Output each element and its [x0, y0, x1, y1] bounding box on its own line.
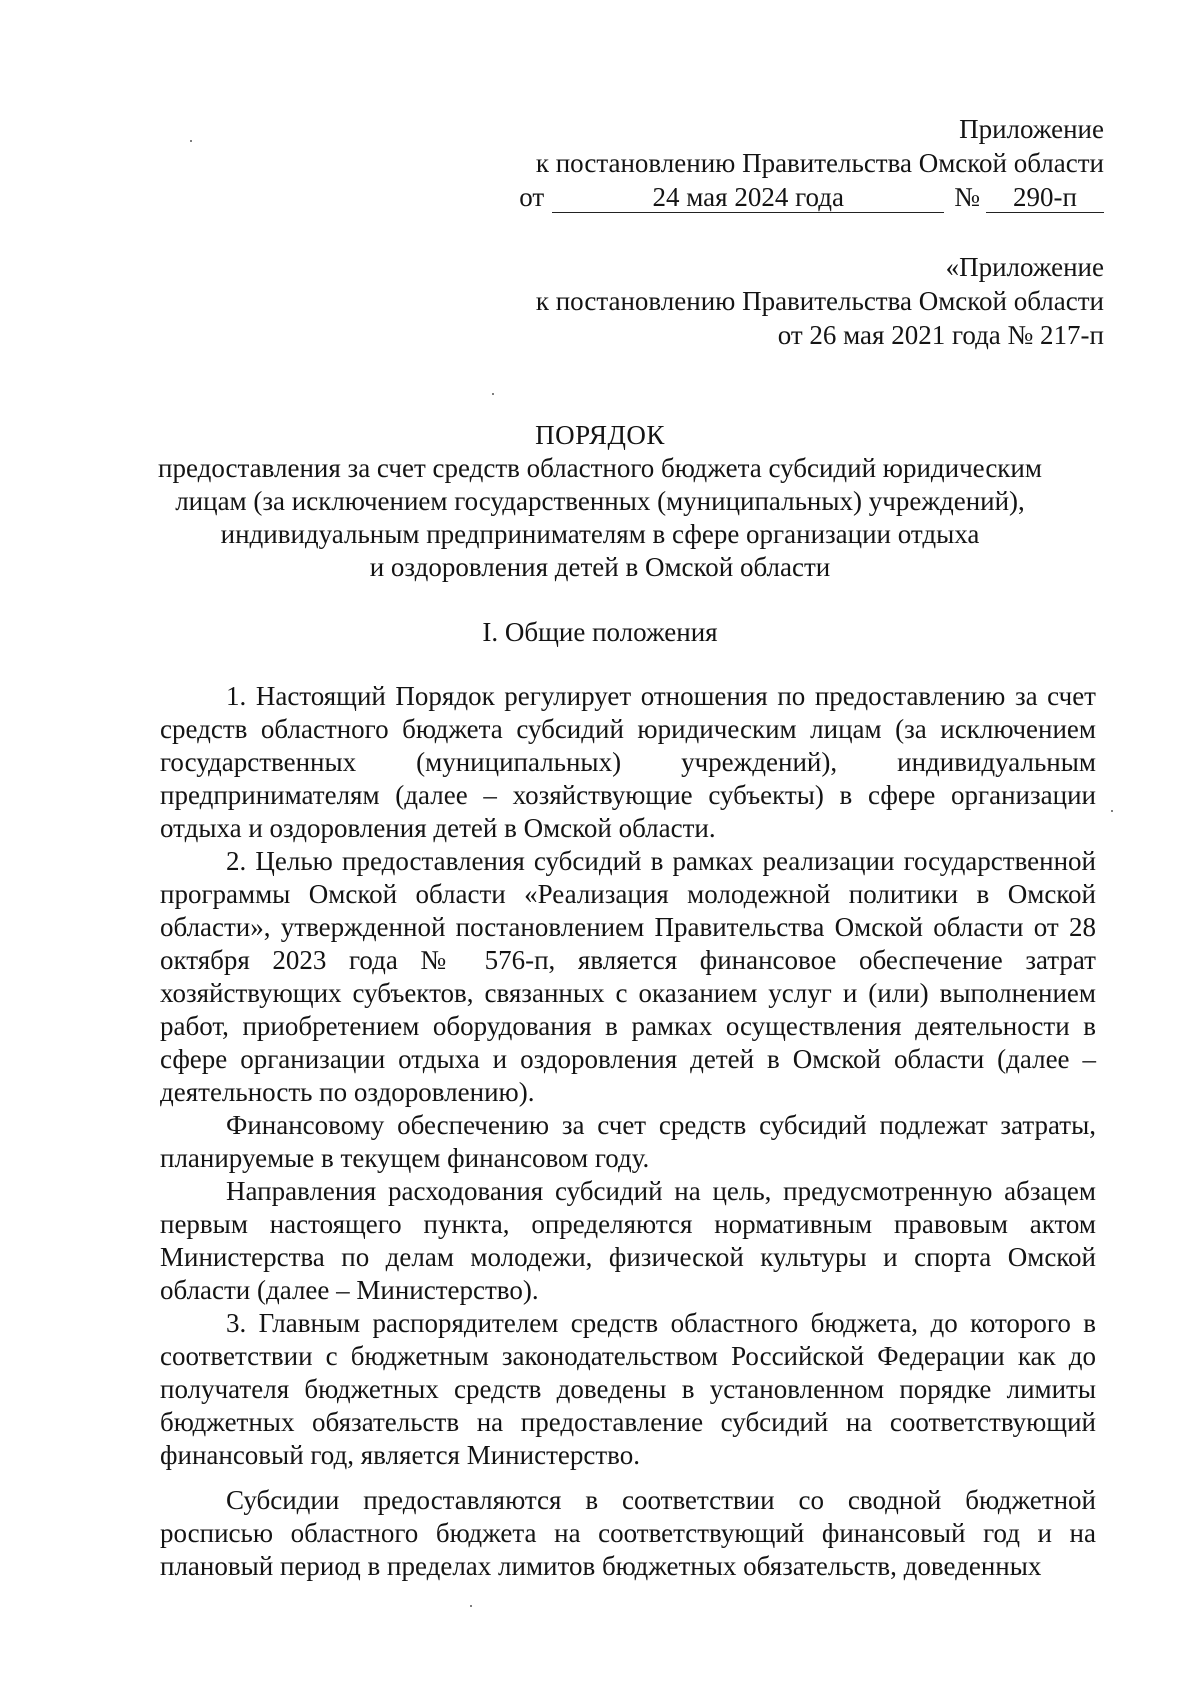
- paragraph-3: Финансовому обеспечению за счет средств субсидий подлежат затраты, планируемые в текущем финансовом году.: [160, 1110, 1096, 1173]
- paragraph-1: 1. Настоящий Порядок регулирует отношения по предоставлению за счет средств областного бюджета субсидий юридическим лицам (за исключением государственных (муниципальных) учреждений), индивидуальным предпринимателям (далее – хозяйствующие субъекты) в сфере организации отдыха и оздоровления детей в Омской области.: [160, 681, 1096, 843]
- attachment-date-number-line: [519, 180, 1104, 214]
- title-line-2: лицам (за исключением государственных (муниципальных) учреждений),: [175, 486, 1025, 516]
- original-decree-ref: к постановлению Правительства Омской области: [535, 286, 1104, 316]
- document-body: [160, 680, 1096, 1583]
- paragraph-6: Субсидии предоставляются в соответствии со сводной бюджетной росписью областного бюджета на соответствующий финансовый год и на плановый период в пределах лимитов бюджетных обязательств, доведенных: [160, 1485, 1096, 1581]
- decree-date: 24 мая 2024 года: [552, 182, 944, 213]
- paragraph-5: 3. Главным распорядителем средств областного бюджета, до которого в соответствии с бюджетным законодательством Российской Федерации как до получателя бюджетных средств доведены в установленном порядке лимиты бюджетных обязательств на предоставление субсидий на соответствующий финансовый год, является Министерство.: [160, 1308, 1096, 1470]
- attachment-header: [519, 112, 1104, 214]
- attachment-decree-ref: к постановлению Правительства Омской области: [535, 148, 1104, 178]
- number-sign: №: [954, 182, 980, 212]
- document-title: [140, 419, 1060, 584]
- title-line-1: предоставления за счет средств областного бюджета субсидий юридическим: [158, 453, 1042, 483]
- section-heading: I. Общие положения: [482, 617, 718, 647]
- original-attachment-label: «Приложение: [945, 252, 1104, 282]
- from-label: от: [519, 182, 545, 212]
- scan-speck: [1111, 810, 1113, 812]
- original-attachment-header: [536, 250, 1104, 352]
- decree-number: 290-п: [986, 182, 1104, 213]
- scan-speck: [492, 393, 494, 395]
- paragraph-4: Направления расходования субсидий на цель, предусмотренную абзацем первым настоящего пункта, определяются нормативным правовым актом Министерства по делам молодежи, физической культуры и спорта Омской области (далее – Министерство).: [160, 1176, 1096, 1305]
- title-main: ПОРЯДОК: [535, 420, 665, 450]
- title-line-4: и оздоровления детей в Омской области: [369, 552, 831, 582]
- scan-speck: [190, 140, 192, 142]
- scan-speck: [470, 1605, 472, 1607]
- title-line-3: индивидуальным предпринимателям в сфере организации отдыха: [220, 519, 980, 549]
- paragraph-2: 2. Целью предоставления субсидий в рамках реализации государственной программы Омской области «Реализация молодежной политики в Омской области», утвержденной постановлением Правительства Омской области от 28 октября 2023 года № 576-п, является финансовое обеспечение затрат хозяйствующих субъектов, связанных с оказанием услуг и (или) выполнением работ, приобретением оборудования в рамках осуществления деятельности в сфере организации отдыха и оздоровления детей в Омской области (далее – деятельность по оздоровлению).: [160, 846, 1096, 1107]
- original-decree-date-number: от 26 мая 2021 года № 217-п: [777, 320, 1104, 350]
- attachment-label: Приложение: [959, 114, 1104, 144]
